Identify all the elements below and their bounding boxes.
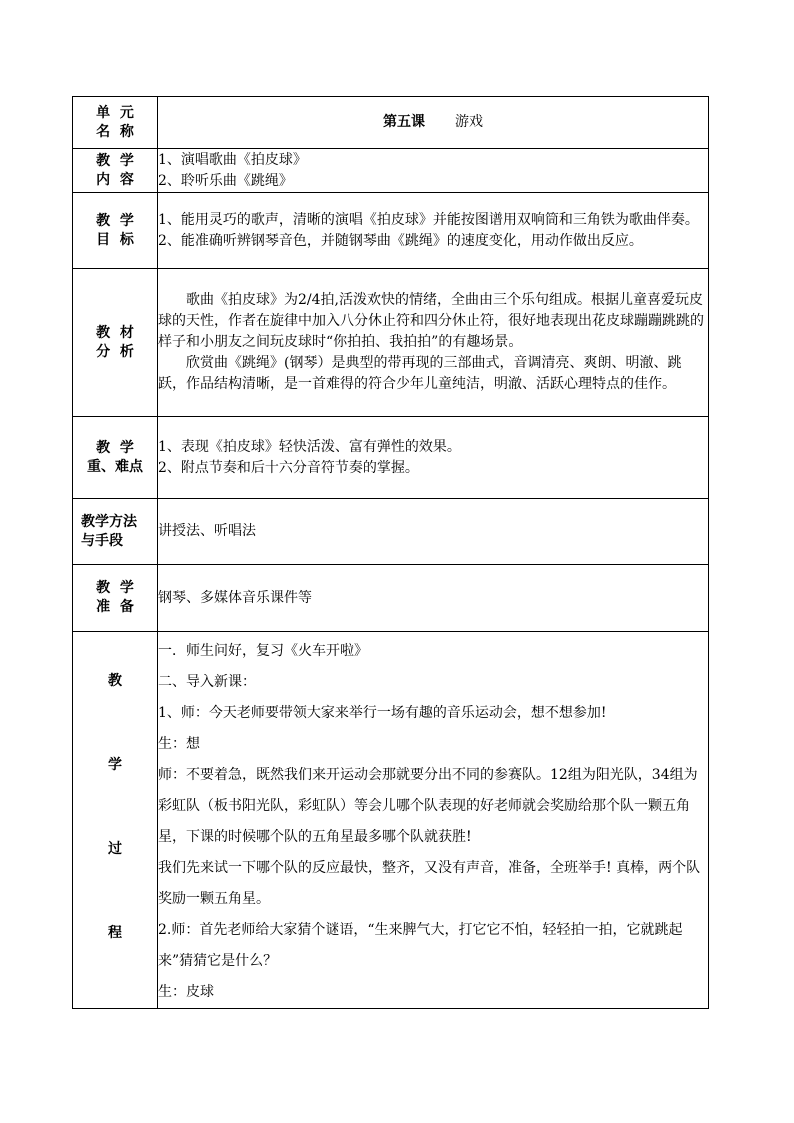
unit-name-value [158, 97, 709, 149]
analysis-paragraph: 歌曲《拍皮球》为2/4拍,活泼欢快的情绪，全曲由三个乐句组成。根据儿童喜爱玩皮球的天性，作者在旋律中加入八分休止符和四分休止符，很好地表现出花皮球蹦蹦跳跳的样子和小朋友之间玩皮球时“你拍拍、我拍拍”的有趣场景。 [158, 292, 704, 350]
unit-name-label: 单 元 名 称 [73, 97, 158, 149]
process-line: 一．师生问好，复习《火车开啦》 [158, 643, 368, 659]
analysis-value [158, 269, 709, 417]
method-label: 教学方法 与手段 [73, 499, 158, 565]
lesson-title: 游戏 [455, 114, 483, 130]
row-analysis [73, 269, 709, 417]
process-line: 师：不要着急，既然我们来开运动会那就要分出不同的参赛队。12组为阳光队，34组为彩虹队（板书阳光队，彩虹队）等会儿哪个队表现的好老师就会奖励给那个队一颗五角星，下课的时候哪个队的五角星最多哪个队就获胜! [158, 767, 698, 845]
lesson-plan-table [72, 96, 709, 1009]
analysis-paragraph: 欣赏曲《跳绳》(钢琴）是典型的带再现的三部曲式，音调清亮、爽朗、明澈、跳跃，作品结构清晰，是一首难得的符合少年儿童纯洁，明澈、活跃心理特点的佳作。 [158, 355, 682, 392]
key-points-label: 教 学 重、难点 [73, 417, 158, 499]
analysis-label: 教 材 分 析 [73, 269, 158, 417]
goal-value: 1、能用灵巧的歌声，清晰的演唱《拍皮球》并能按图谱用双响筒和三角铁为歌曲伴奏。 2、能准确听辨钢琴音色，并随钢琴曲《跳绳》的速度变化，用动作做出反应。 [158, 193, 709, 269]
content-label: 教 学 内 容 [73, 149, 158, 193]
process-label: 教 学 过 程 [73, 632, 158, 1009]
row-goals [73, 193, 709, 269]
process-line: 生：皮球 [158, 984, 214, 1000]
goal-label: 教 学 目 标 [73, 193, 158, 269]
process-line: 我们先来试一下哪个队的反应最快，整齐，又没有声音，准备，全班举手! 真棒，两个队奖励一颗五角星。 [158, 860, 701, 907]
process-value [158, 632, 709, 1009]
process-line: 1、师：今天老师要带领大家来举行一场有趣的音乐运动会，想不想参加! [158, 705, 607, 721]
row-method [73, 499, 709, 565]
row-content [73, 149, 709, 193]
row-preparation [73, 565, 709, 632]
method-value: 讲授法、听唱法 [158, 499, 709, 565]
preparation-value: 钢琴、多媒体音乐课件等 [158, 565, 709, 632]
process-line: 2.师：首先老师给大家猜个谜语，“生来脾气大，打它它不怕，轻轻拍一拍，它就跳起来”猜猜它是什么？ [158, 922, 683, 969]
row-process [73, 632, 709, 1009]
lesson-number: 第五课 [383, 114, 425, 130]
process-line: 生：想 [158, 736, 200, 752]
preparation-label: 教 学 准 备 [73, 565, 158, 632]
process-line: 二、导入新课： [158, 674, 256, 690]
key-points-value: 1、表现《拍皮球》轻快活泼、富有弹性的效果。 2、附点节奏和后十六分音符节奏的掌握。 [158, 417, 709, 499]
content-value: 1、演唱歌曲《拍皮球》 2、聆听乐曲《跳绳》 [158, 149, 709, 193]
row-unit-name [73, 97, 709, 149]
row-key-points [73, 417, 709, 499]
